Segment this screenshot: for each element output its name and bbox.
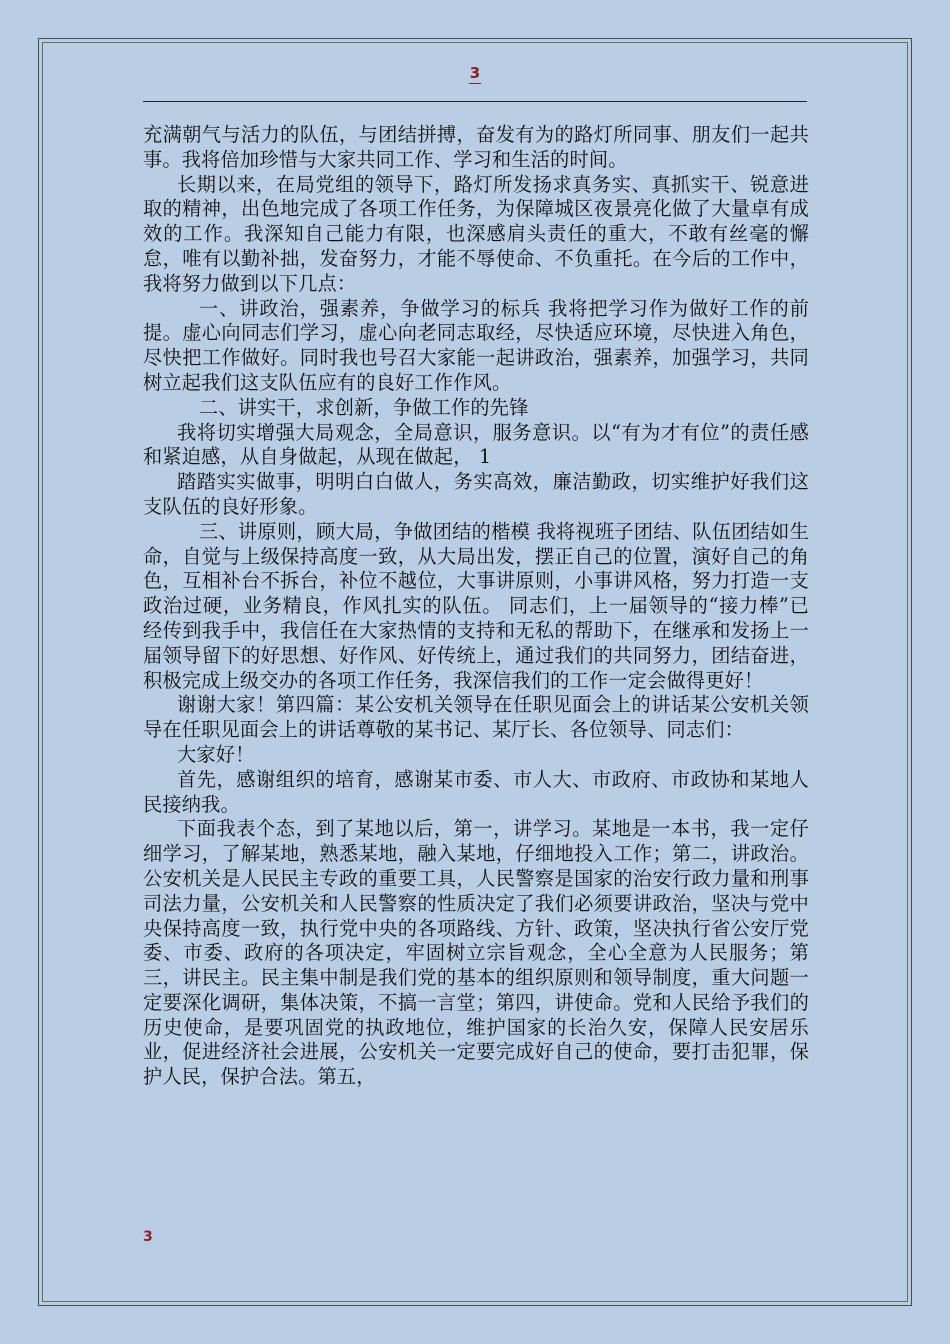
paragraph-statement: 下面我表个态，到了某地以后，第一，讲学习。某地是一本书，我一定仔细学习，了解某地，熟悉某地，融入某地，仔细地投入工作；第二，讲政治。公安机关是人民民主专政的重要工具，人民警察是国家的治安行政力量和刑事司法力量，公安机关和人民警察的性质决定了我们必须要讲政治，坚决与党中央保持高度一致，执行党中央的各项路线、方针、政策，坚决执行省公安厅党委、市委、政府的各项决定，牢固树立宗旨观念，全心全意为人民服务；第三，讲民主。民主集中制是我们党的基本的组织原则和领导制度，重大问题一定要深化调研，集体决策，不搞一言堂；第四，讲使命。党和人民给予我们的历史使命，是要巩固党的执政地位，维护国家的长治久安，保障人民安居乐业，促进经济社会进展，公安机关一定要完成好自己的使命，要打击犯罪，保护人民，保护合法。第五， xyxy=(143,817,809,1089)
paragraph-2: 长期以来，在局党组的领导下，路灯所发扬求真务实、真抓实干、锐意进取的精神，出色地完成了各项工作任务，为保障城区夜景亮化做了大量卓有成效的工作。我深知自己能力有限，也深感肩头责任的重大，不敢有丝毫的懈怠，唯有以勤补拙，发奋努力，才能不辱使命、不负重托。在今后的工作中，我将努力做到以下几点： xyxy=(143,172,809,295)
paragraph-gratitude: 首先，感谢组织的培育，感谢某市委、市人大、市政府、市政协和某地人民接纳我。 xyxy=(143,767,809,816)
paragraph-point-2-heading: 二、讲实干，求创新，争做工作的先锋 xyxy=(199,395,529,419)
paragraph-greeting: 大家好！ xyxy=(177,742,255,766)
document-body xyxy=(143,123,809,1090)
footer-page-number: 3 xyxy=(143,1229,153,1245)
paragraph-point-2-cont: 踏踏实实做事，明明白白做人，务实高效，廉洁勤政，切实维护好我们这支队伍的良好形象。 xyxy=(143,470,809,518)
header-page-number: 3 xyxy=(469,64,481,82)
paragraph-point-2-body: 我将切实增强大局观念，全局意识，服务意识。以“有为才有位”的责任感和紧迫感，从自身做起，从现在做起， 1 xyxy=(143,420,809,469)
paragraph-1: 充满朝气与活力的队伍，与团结拼搏，奋发有为的路灯所同事、朋友们一起共事。我将倍加珍惜与大家共同工作、学习和生活的时间。 xyxy=(143,123,809,171)
header-divider xyxy=(143,101,807,102)
paragraph-point-1: 一、讲政治，强素养，争做学习的标兵 我将把学习作为做好工作的前提。虚心向同志们学习，虚心向老同志取经，尽快适应环境，尽快进入角色，尽快把工作做好。同时我也号召大家能一起讲政治，强素养，加强学习，共同树立起我们这支队伍应有的良好工作作风。 xyxy=(143,296,809,394)
paragraph-thanks-article-4: 谢谢大家！第四篇：某公安机关领导在任职见面会上的讲话某公安机关领导在任职见面会上的讲话尊敬的某书记、某厅长、各位领导、同志们： xyxy=(143,693,809,742)
paragraph-point-3: 三、讲原则，顾大局，争做团结的楷模 我将视班子团结、队伍团结如生命，自觉与上级保持高度一致，从大局出发，摆正自己的位置，演好自己的角色，互相补台不拆台，补位不越位，大事讲原则，小事讲风格，努力打造一支政治过硬，业务精良，作风扎实的队伍。 同志们，上一届领导的“接力棒”已经传到我手中，我信任在大家热情的支持和无私的帮助下，在继承和发扬上一届领导留下的好思想、好作风、好传统上，通过我们的共同努力，团结奋进，积极完成上级交办的各项工作任务，我深信我们的工作一定会做得更好！ xyxy=(143,519,809,692)
page-header xyxy=(0,64,950,84)
